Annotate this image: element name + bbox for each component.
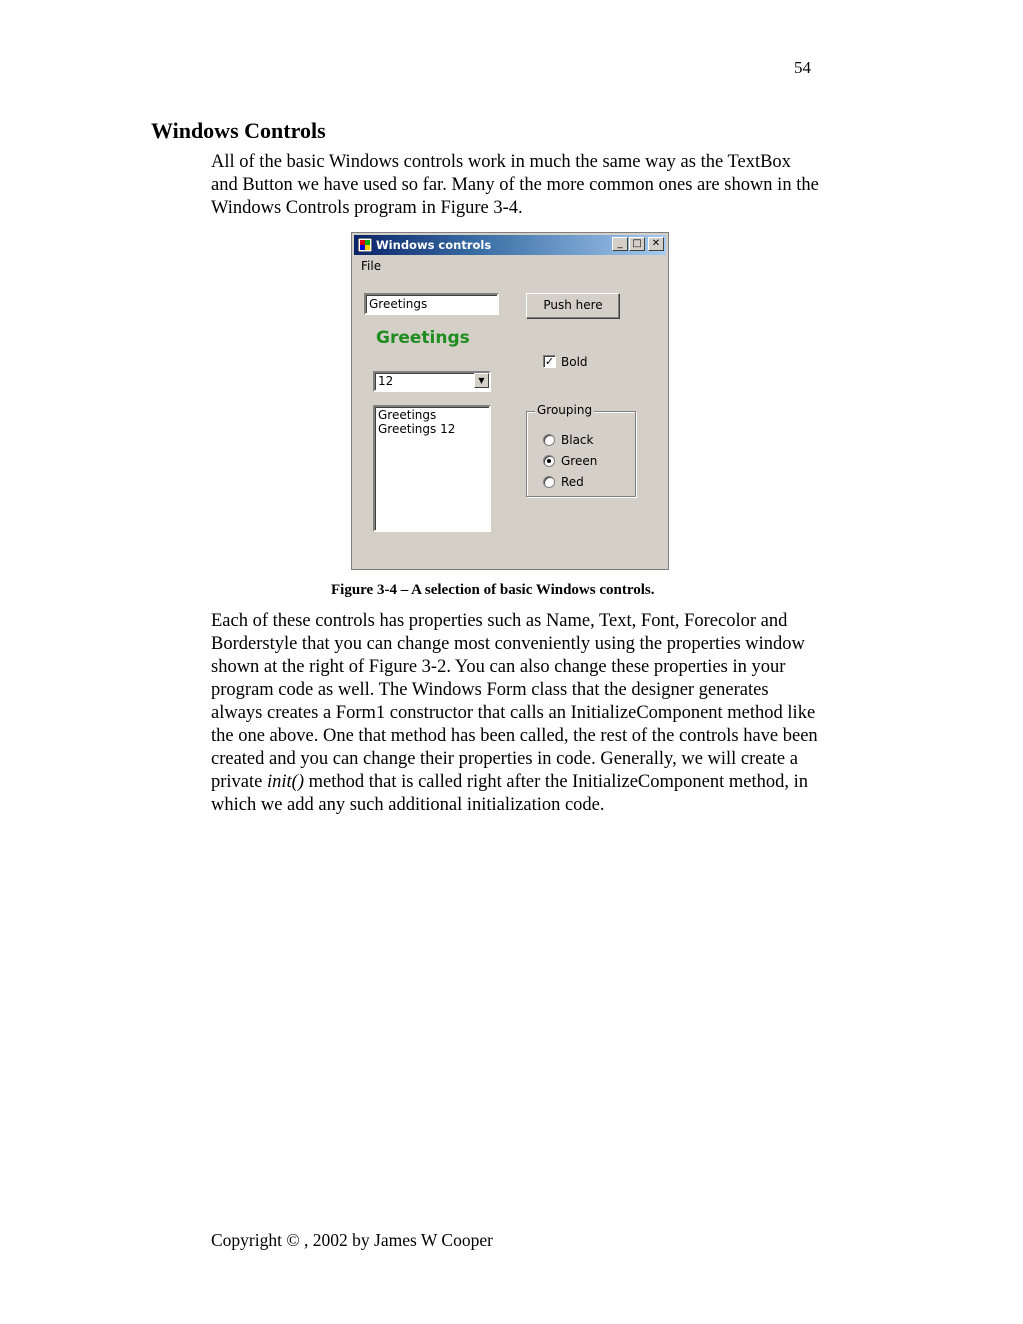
greetings-textbox[interactable]: Greetings (364, 293, 499, 315)
app-icon (358, 238, 372, 252)
greeting-label: Greetings (376, 328, 470, 348)
page-number: 54 (794, 58, 811, 77)
maximize-button[interactable]: □ (629, 237, 645, 251)
radio-green[interactable] (543, 453, 597, 468)
radio-black[interactable] (543, 432, 593, 447)
radio-label: Green (561, 453, 598, 468)
bold-checkbox-label: Bold (561, 354, 588, 369)
radio-red[interactable] (543, 474, 584, 489)
init-method-name: init() (267, 772, 304, 792)
radio-label: Red (561, 474, 584, 489)
checkmark-icon[interactable]: ✓ (544, 355, 555, 368)
radio-button[interactable] (543, 476, 555, 488)
list-item[interactable]: Greetings 12 (378, 422, 456, 436)
close-button[interactable]: ✕ (648, 237, 664, 251)
body-paragraph (211, 610, 821, 817)
chevron-down-icon[interactable]: ▼ (474, 373, 489, 388)
list-item[interactable]: Greetings (378, 408, 437, 422)
grouping-groupbox (526, 403, 636, 497)
menu-file[interactable]: File (361, 259, 382, 273)
window-title: Windows controls (376, 238, 492, 252)
radio-label: Black (561, 432, 594, 447)
radio-button[interactable] (543, 455, 555, 467)
push-button[interactable]: Push here (526, 293, 620, 319)
body-text-start: Each of these controls has properties such as Name, Text, Font, Forecolor and Borderstyle that you can change most conveniently using the properties window shown at the right of Figure 3-2. You can also change these properties in your program code as well. The Windows Form class that the designer generates always creates a Form1 constructor that calls an InitializeComponent method like the one above. One that method has been called, the rest of the controls have been created and you can change their properties in code. Generally, we will create a private (211, 611, 818, 792)
intro-paragraph: All of the basic Windows controls work in much the same way as the TextBox and Button we have used so far. Many of the more common ones are shown in the Windows Controls program in Figure 3-4. (211, 152, 819, 218)
figure-caption: Figure 3-4 – A selection of basic Windows controls. (331, 582, 655, 598)
combo-value: 12 (378, 374, 394, 388)
size-combobox[interactable] (373, 371, 491, 392)
section-heading: Windows Controls (151, 118, 326, 143)
radio-button[interactable] (543, 434, 555, 446)
body-text-end: method that is called right after the InitializeComponent method, in which we add any such additional initialization code. (211, 772, 808, 815)
windows-controls-figure (351, 232, 669, 570)
group-label: Grouping (537, 403, 593, 417)
greetings-listbox[interactable] (373, 405, 491, 532)
bold-checkbox[interactable] (543, 354, 588, 369)
copyright-footer: Copyright © , 2002 by James W Cooper (211, 1230, 493, 1250)
title-bar (354, 235, 666, 255)
minimize-button[interactable]: _ (612, 237, 628, 251)
